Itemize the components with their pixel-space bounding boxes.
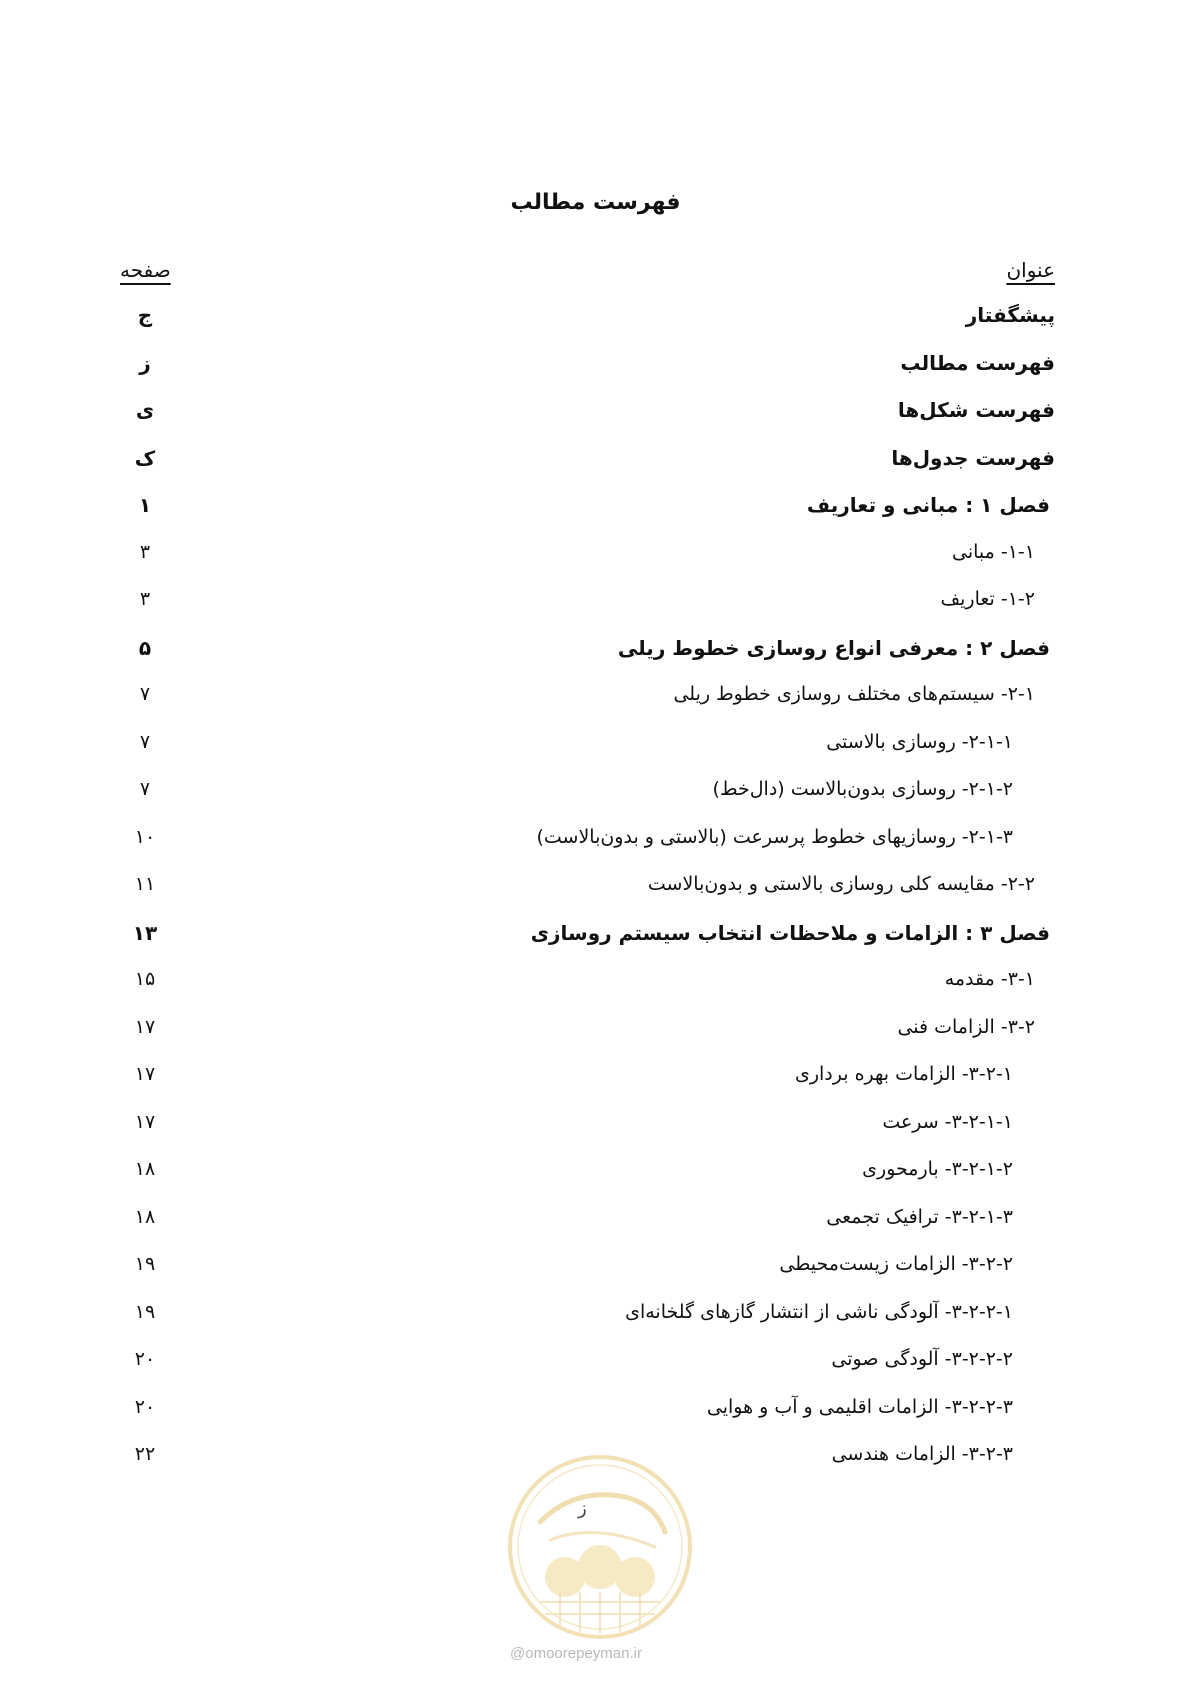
toc-entry-text: ۳-۲-۱-۳- ترافیک تجمعی — [826, 1205, 1013, 1228]
toc-entry-section[interactable] — [120, 541, 1055, 589]
toc-entry-text: ۳-۲-۲-۲- آلودگی صوتی — [831, 1348, 1013, 1370]
toc-page-number: ۱۹ — [134, 1253, 156, 1275]
toc-page-number: ۱۸ — [134, 1158, 156, 1180]
toc-entry-text: ۲-۲- مقایسه کلی روسازی بالاستی و بدون‌بالاست — [647, 873, 1035, 895]
watermark-seal-icon — [505, 1452, 695, 1642]
page-number-letter: ز — [578, 1498, 587, 1519]
toc-entry-subsubsection[interactable] — [120, 1301, 1055, 1349]
toc-page-number: ۱۵ — [134, 968, 156, 990]
toc-entry-text: ۳-۱- مقدمه — [944, 968, 1035, 990]
toc-page-number: ۱۱ — [134, 873, 156, 895]
toc-entry-text: فصل ۳ : الزامات و ملاحظات انتخاب سیستم روسازی — [530, 920, 1050, 945]
toc-entry-subsubsection[interactable] — [120, 1396, 1055, 1444]
toc-page-number: ک — [134, 445, 156, 470]
toc-page-number: ۱۷ — [134, 1063, 156, 1085]
toc-entry-text: فهرست شکل‌ها — [897, 398, 1055, 422]
toc-entry-preface[interactable] — [120, 303, 1055, 351]
toc-page-number: ۷ — [139, 730, 151, 753]
toc-entry-subsubsection[interactable] — [120, 1111, 1055, 1159]
toc-entry-text: ۳-۲-۲-۱- آلودگی ناشی از انتشار گازهای گلخانه‌ای — [625, 1300, 1013, 1323]
toc-header — [120, 258, 1055, 288]
watermark-url: @omoorepeyman.ir — [510, 1645, 642, 1662]
toc-entry-subsection[interactable] — [120, 731, 1055, 779]
toc-entry-section[interactable] — [120, 683, 1055, 731]
toc-page-number: ۱۷ — [134, 1015, 156, 1038]
toc-page-number: ز — [139, 350, 151, 375]
toc-entry-text: ۳-۲-۲-۳- الزامات اقلیمی و آب و هوایی — [706, 1395, 1013, 1418]
toc-entry-subsection[interactable] — [120, 826, 1055, 874]
toc-entry-contents[interactable] — [120, 351, 1055, 399]
toc-list — [120, 303, 1055, 1491]
toc-entry-text: ۲-۱- سیستم‌های مختلف روسازی خطوط ریلی — [673, 683, 1035, 705]
toc-entry-text: فهرست جدول‌ها — [891, 445, 1055, 470]
toc-page-number: ۳ — [139, 588, 151, 610]
toc-page-number: ۱۷ — [134, 1110, 156, 1133]
toc-page-number: ۷ — [139, 683, 151, 705]
toc-page-number: ۱۰ — [134, 825, 156, 848]
toc-page-number: ۲۰ — [134, 1348, 156, 1370]
toc-entry-subsubsection[interactable] — [120, 1206, 1055, 1254]
toc-page-number: ج — [137, 303, 153, 327]
toc-entry-subsection[interactable] — [120, 1253, 1055, 1301]
toc-page-number: ۱ — [138, 493, 152, 517]
toc-page-number: ی — [135, 398, 155, 422]
toc-entry-chapter-3[interactable] — [120, 921, 1055, 969]
toc-entry-text: ۲-۱-۳- روسازیهای خطوط پرسرعت (بالاستی و بدون‌بالاست) — [536, 825, 1013, 848]
toc-page-number: ۱۳ — [132, 920, 158, 945]
toc-page-number: ۵ — [138, 635, 152, 660]
toc-page-number: ۲۲ — [134, 1443, 156, 1465]
toc-entry-tables[interactable] — [120, 446, 1055, 494]
toc-entry-text: ۳-۲-۲- الزامات زیست‌محیطی — [779, 1253, 1013, 1275]
toc-entry-subsection[interactable] — [120, 1063, 1055, 1111]
toc-entry-text: ۱-۱- مبانی — [951, 540, 1035, 563]
toc-entry-text: ۳-۲-۳- الزامات هندسی — [831, 1443, 1013, 1465]
page-title: فهرست مطالب — [510, 190, 681, 215]
title-column-header: عنوان — [1006, 258, 1055, 282]
toc-page-number: ۳ — [139, 540, 151, 563]
toc-entry-section[interactable] — [120, 1016, 1055, 1064]
page-column-header: صفحه — [120, 258, 171, 282]
toc-entry-figures[interactable] — [120, 398, 1055, 446]
toc-page-number: ۷ — [139, 778, 151, 800]
toc-entry-subsection[interactable] — [120, 778, 1055, 826]
toc-entry-text: پیشگفتار — [965, 303, 1055, 327]
toc-entry-text: فصل ۲ : معرفی انواع روسازی خطوط ریلی — [617, 635, 1050, 660]
toc-entry-text: فصل ۱ : مبانی و تعاریف — [806, 493, 1050, 517]
toc-page-number: ۱۹ — [134, 1300, 156, 1323]
toc-entry-chapter-2[interactable] — [120, 636, 1055, 684]
toc-entry-text: فهرست مطالب — [900, 350, 1055, 375]
toc-entry-text: ۳-۲- الزامات فنی — [897, 1015, 1035, 1038]
toc-entry-text: ۲-۱-۲- روسازی بدون‌بالاست (دال‌خط) — [712, 778, 1013, 800]
toc-entry-text: ۳-۲-۱-۲- بارمحوری — [862, 1158, 1013, 1180]
toc-entry-text: ۱-۲- تعاریف — [940, 588, 1035, 610]
toc-entry-text: ۳-۲-۱- الزامات بهره برداری — [794, 1063, 1013, 1085]
toc-page-number: ۱۸ — [134, 1205, 156, 1228]
toc-entry-text: ۲-۱-۱- روسازی بالاستی — [826, 730, 1013, 753]
toc-entry-chapter-1[interactable] — [120, 493, 1055, 541]
toc-entry-subsubsection[interactable] — [120, 1348, 1055, 1396]
toc-entry-section[interactable] — [120, 588, 1055, 636]
toc-entry-section[interactable] — [120, 968, 1055, 1016]
toc-entry-section[interactable] — [120, 873, 1055, 921]
toc-entry-text: ۳-۲-۱-۱- سرعت — [882, 1110, 1013, 1133]
toc-entry-subsubsection[interactable] — [120, 1158, 1055, 1206]
toc-page-number: ۲۰ — [134, 1395, 156, 1418]
